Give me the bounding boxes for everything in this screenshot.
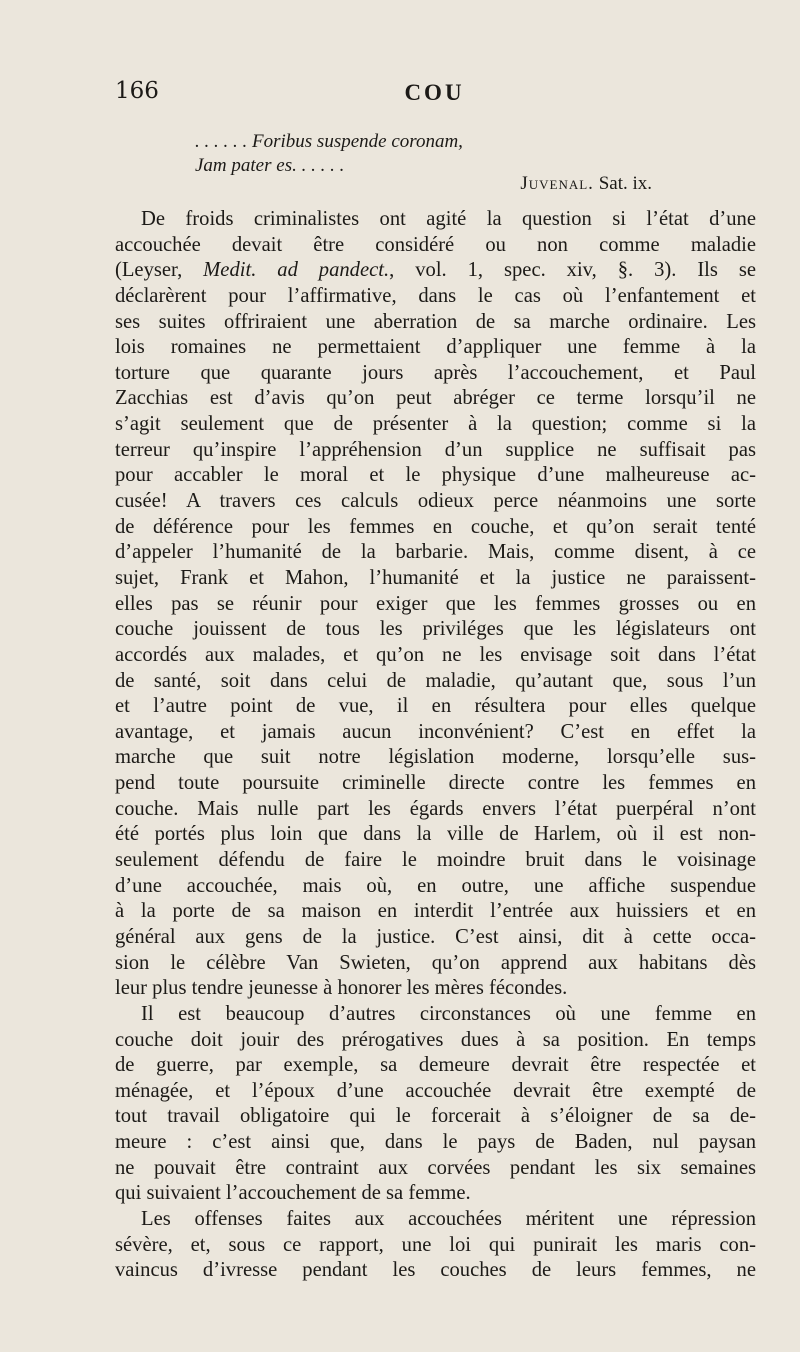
text-line: à la porte de sa maison en interdit l’entrée aux huissiers et en — [115, 900, 756, 923]
text-line: pour accabler le moral et le physique d’une malheureuse ac- — [115, 464, 756, 487]
text-line: accordés aux malades, et qu’on ne les envisage soit dans l’état — [115, 643, 756, 666]
epigraph-line: . . . . . . Foribus suspende coronam, — [195, 131, 463, 152]
text-line: terreur qu’inspire l’appréhension d’un supplice ne suffisait pas — [115, 438, 756, 461]
italic-citation: Medit. ad pandect. — [203, 259, 390, 282]
text-line: couche doit jouir des prérogatives dues à sa position. En temps — [115, 1028, 756, 1051]
epigraph-attribution — [520, 173, 652, 195]
text-line: seulement défendu de faire le moindre bruit dans le voisinage — [115, 849, 756, 872]
text-line: lois romaines ne permettaient d’appliquer une femme à la — [115, 336, 756, 359]
attribution-work: Sat. ix. — [593, 173, 652, 194]
text-line: qui suivaient l’accouchement de sa femme. — [115, 1182, 471, 1205]
text-line: de déférence pour les femmes en couche, et qu’on serait tenté — [115, 515, 756, 538]
page-header — [115, 78, 754, 114]
text-line: meure : c’est ainsi que, dans le pays de Baden, nul paysan — [115, 1131, 756, 1154]
attribution-author: Juvenal. — [520, 173, 594, 194]
text-line: Zacchias est d’avis qu’on peut abréger ce terme lorsqu’il ne — [115, 387, 756, 410]
text-line: cusée! A travers ces calculs odieux perce néanmoins une sorte — [115, 490, 756, 513]
text-line: Les offenses faites aux accouchées méritent une répression — [141, 1207, 756, 1230]
text-line: tout travail obligatoire qui le forcerait à s’éloigner de sa de- — [115, 1105, 756, 1128]
text-line: ses suites offriraient une aberration de sa marche ordinaire. Les — [115, 310, 756, 333]
text-line: de guerre, par exemple, sa demeure devrait être respectée et — [115, 1054, 756, 1077]
text-line: marche que suit notre législation moderne, lorsqu’elle sus- — [115, 746, 756, 769]
text-line: (Leyser, Medit. ad pandect., vol. 1, spec. xiv, §. 3). Ils se — [115, 259, 756, 282]
text-line: de santé, soit dans celui de maladie, qu’autant que, sous l’un — [115, 669, 756, 692]
text-line: Il est beaucoup d’autres circonstances où une femme en — [141, 1002, 756, 1025]
text-line: leur plus tendre jeunesse à honorer les mères fécondes. — [115, 977, 568, 1000]
text-line: De froids criminalistes ont agité la question si l’état d’une — [141, 208, 756, 230]
text-line: général aux gens de la justice. C’est ainsi, dit à cette occa- — [115, 925, 756, 948]
text-line: ménagée, et l’époux d’une accouchée devrait être exempté de — [115, 1079, 756, 1102]
text-line: s’agit seulement que de présenter à la question; comme si la — [115, 413, 756, 436]
text-line: torture que quarante jours après l’accouchement, et Paul — [115, 361, 756, 384]
text-line: pend toute poursuite criminelle directe contre les femmes en — [115, 772, 756, 795]
text-line: couche. Mais nulle part les égards envers l’état puerpéral n’ont — [115, 797, 756, 820]
text-line: été portés plus loin que dans la ville de Harlem, où il est non- — [115, 823, 756, 846]
text-line: d’appeler l’humanité de la barbarie. Mais, comme disent, à ce — [115, 541, 756, 564]
text-line: d’une accouchée, mais où, en outre, une affiche suspendue — [115, 874, 756, 897]
epigraph — [195, 130, 754, 178]
text-line: accouchée devait être considéré ou non comme maladie — [115, 233, 756, 256]
running-head: COU — [404, 80, 465, 105]
body-text — [115, 207, 756, 1284]
text-line: déclarèrent pour l’affirmative, dans le cas où l’enfantement et — [115, 284, 756, 307]
text-line: couche jouissent de tous les priviléges que les législateurs ont — [115, 618, 756, 641]
text-line: vaincus d’ivresse pendant les couches de leurs femmes, ne — [115, 1259, 756, 1282]
text-line: avantage, et jamais aucun inconvénient? C’est en effet la — [115, 720, 756, 743]
text-line: elles pas se réunir pour exiger que les femmes grosses ou en — [115, 592, 756, 615]
text-line: sévère, et, sous ce rapport, une loi qui punirait les maris con- — [115, 1233, 756, 1256]
text-line: et l’autre point de vue, il en résultera pour elles quelque — [115, 695, 756, 718]
text-line: ne pouvait être contraint aux corvées pendant les six semaines — [115, 1156, 756, 1179]
epigraph-line: Jam pater es. . . . . . — [195, 155, 345, 176]
text-line: sion le célèbre Van Swieten, qu’on apprend aux habitans dès — [115, 951, 756, 974]
page-number: 166 — [115, 78, 159, 104]
text-line: sujet, Frank et Mahon, l’humanité et la justice ne paraissent- — [115, 566, 756, 589]
